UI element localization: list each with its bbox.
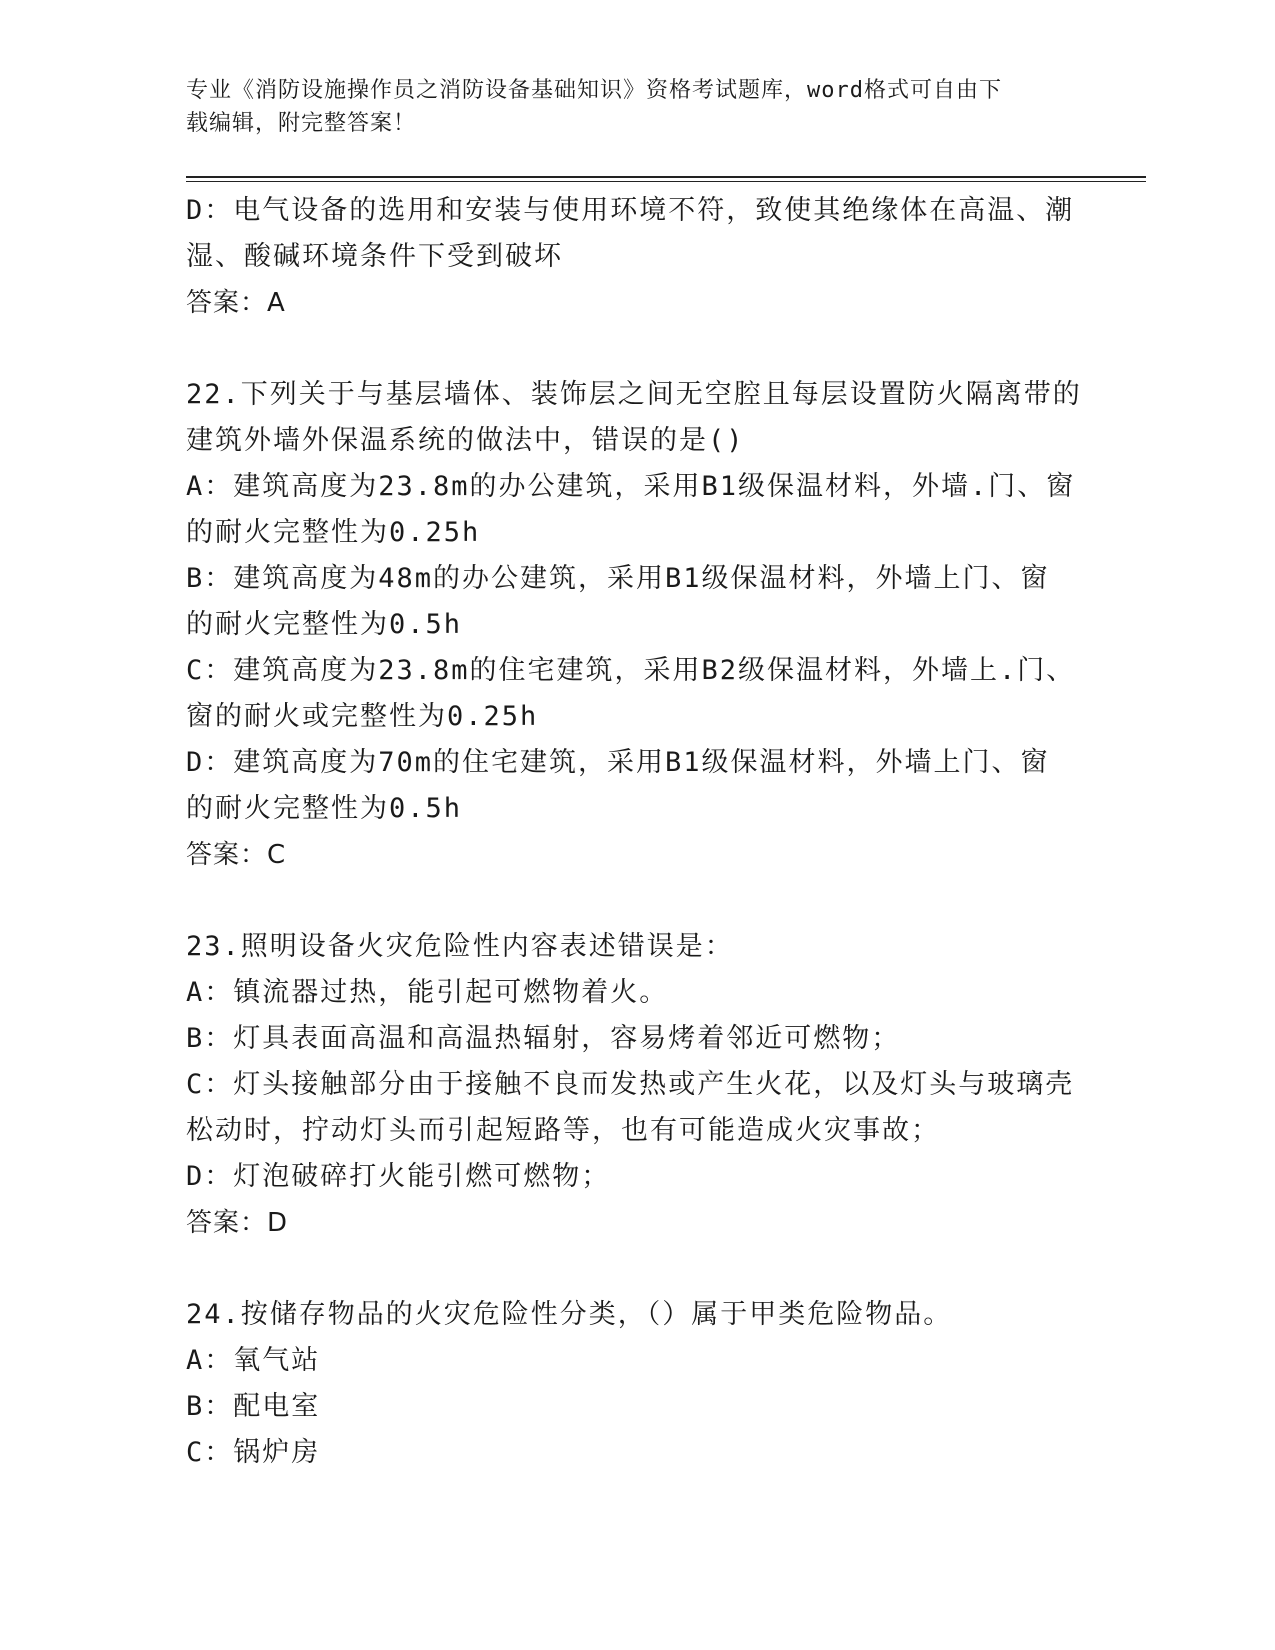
q21-answer: 答案：A: [186, 288, 286, 318]
q22-answer: 答案：C: [186, 840, 287, 870]
q24-option-b-line-1: B：配电室: [186, 1391, 321, 1422]
q22-stem-line-1: 22.下列关于与基层墙体、装饰层之间无空腔且每层设置防火隔离带的: [186, 379, 1082, 410]
q23-option-c-line-1: C：灯头接触部分由于接触不良而发热或产生火花，以及灯头与玻璃壳: [186, 1069, 1075, 1100]
question-21: [186, 188, 1086, 326]
q22-option-b-line-2: 的耐火完整性为0.5h: [186, 609, 463, 640]
q22-option-b-line-1: B：建筑高度为48m的办公建筑，采用B1级保温材料，外墙上门、窗: [186, 563, 1050, 594]
q21-option-d-line-2: 湿、酸碱环境条件下受到破坏: [186, 241, 563, 272]
q21-option-d-line-1: D：电气设备的选用和安装与使用环境不符，致使其绝缘体在高温、潮: [186, 195, 1075, 226]
spacer: [186, 326, 1086, 372]
question-22: [186, 372, 1086, 878]
document-header: [186, 74, 1076, 140]
header-line-1: 专业《消防设施操作员之消防设备基础知识》资格考试题库，word格式可自由下: [186, 78, 1002, 103]
spacer: [186, 878, 1086, 924]
question-23: [186, 924, 1086, 1246]
spacer: [186, 1246, 1086, 1292]
document-page: [186, 0, 1146, 1650]
q23-option-c-line-2: 松动时，拧动灯头而引起短路等，也有可能造成火灾事故；: [186, 1115, 940, 1146]
q22-option-d-line-2: 的耐火完整性为0.5h: [186, 793, 463, 824]
header-divider: [186, 176, 1146, 182]
q23-answer: 答案：D: [186, 1208, 289, 1238]
question-24: [186, 1292, 1086, 1476]
q22-option-c-line-1: C：建筑高度为23.8m的住宅建筑，采用B2级保温材料，外墙上.门、: [186, 655, 1076, 686]
q23-option-b-line-1: B：灯具表面高温和高温热辐射，容易烤着邻近可燃物；: [186, 1023, 901, 1054]
q24-option-c-line-1: C：锅炉房: [186, 1437, 321, 1468]
q22-stem-line-2: 建筑外墙外保温系统的做法中，错误的是(): [186, 425, 745, 456]
document-body: [186, 188, 1086, 1476]
q22-option-c-line-2: 窗的耐火或完整性为0.25h: [186, 701, 539, 732]
q24-option-a-line-1: A：氧气站: [186, 1345, 321, 1376]
q23-stem-line-1: 23.照明设备火灾危险性内容表述错误是：: [186, 931, 734, 962]
q23-option-a-line-1: A：镇流器过热，能引起可燃物着火。: [186, 977, 669, 1008]
q22-option-a-line-1: A：建筑高度为23.8m的办公建筑，采用B1级保温材料，外墙.门、窗: [186, 471, 1076, 502]
q24-stem-line-1: 24.按储存物品的火灾危险性分类，（）属于甲类危险物品。: [186, 1299, 953, 1330]
q23-option-d-line-1: D：灯泡破碎打火能引燃可燃物；: [186, 1161, 611, 1192]
q22-option-a-line-2: 的耐火完整性为0.25h: [186, 517, 481, 548]
q22-option-d-line-1: D：建筑高度为70m的住宅建筑，采用B1级保温材料，外墙上门、窗: [186, 747, 1050, 778]
header-line-2: 载编辑，附完整答案！: [186, 111, 417, 136]
